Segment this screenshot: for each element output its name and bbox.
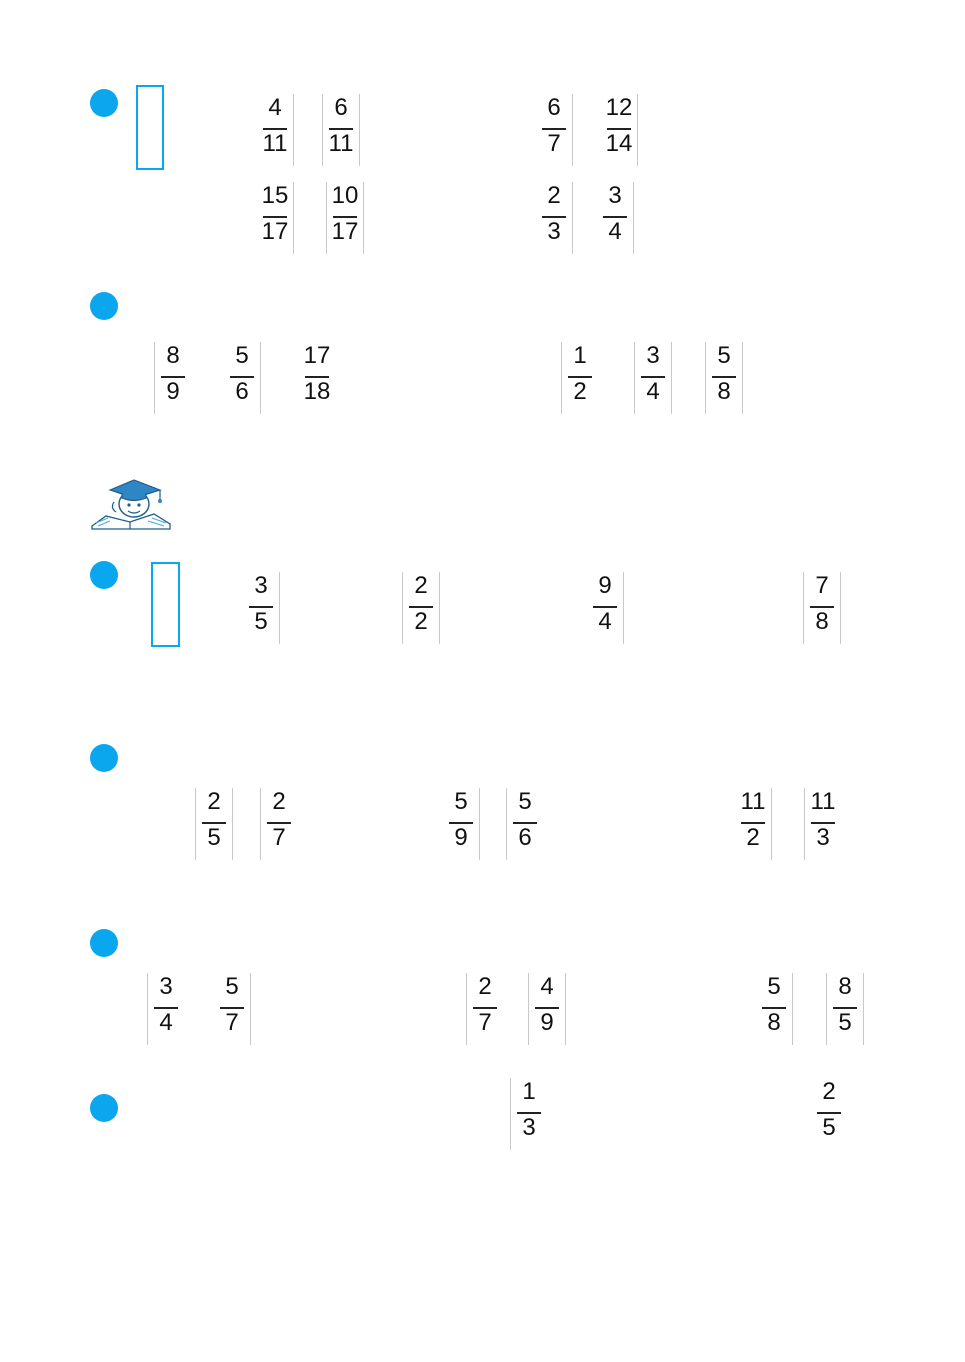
numerator: 11 <box>810 788 836 815</box>
fraction <box>709 340 739 416</box>
denominator: 17 <box>331 218 359 245</box>
fraction <box>830 971 860 1047</box>
denominator: 8 <box>815 608 829 635</box>
numerator: 5 <box>518 788 532 815</box>
denominator: 3 <box>816 824 830 851</box>
separator <box>561 342 562 414</box>
fraction <box>590 570 620 646</box>
fraction <box>808 786 838 862</box>
numerator: 2 <box>414 572 428 599</box>
exercise-1-answer-box[interactable] <box>136 85 164 170</box>
fraction <box>600 180 630 256</box>
separator <box>363 182 364 254</box>
numerator: 4 <box>268 94 282 121</box>
numerator: 7 <box>815 572 829 599</box>
separator <box>195 788 196 860</box>
separator <box>466 973 467 1045</box>
separator <box>279 572 280 644</box>
fraction <box>638 340 668 416</box>
fraction <box>514 1076 544 1152</box>
exercise-3-marker <box>90 561 118 589</box>
fraction <box>151 971 181 1047</box>
numerator: 17 <box>303 342 331 369</box>
numerator: 11 <box>740 788 766 815</box>
numerator: 3 <box>254 572 268 599</box>
fraction <box>446 786 476 862</box>
numerator: 4 <box>540 973 554 1000</box>
numerator: 15 <box>261 182 289 209</box>
denominator: 4 <box>598 608 612 635</box>
numerator: 2 <box>478 973 492 1000</box>
separator <box>147 973 148 1045</box>
fraction <box>738 786 768 862</box>
denominator: 5 <box>254 608 268 635</box>
fraction <box>807 570 837 646</box>
exercise-2-marker <box>90 292 118 320</box>
denominator: 7 <box>225 1009 239 1036</box>
numerator: 3 <box>646 342 660 369</box>
fraction <box>246 570 276 646</box>
denominator: 4 <box>608 218 622 245</box>
separator <box>510 1078 511 1150</box>
denominator: 2 <box>414 608 428 635</box>
denominator: 6 <box>518 824 532 851</box>
denominator: 4 <box>646 378 660 405</box>
denominator: 3 <box>547 218 561 245</box>
denominator: 7 <box>272 824 286 851</box>
separator <box>528 973 529 1045</box>
numerator: 2 <box>207 788 221 815</box>
separator <box>293 94 294 166</box>
separator <box>771 788 772 860</box>
separator <box>293 182 294 254</box>
denominator: 8 <box>767 1009 781 1036</box>
numerator: 5 <box>767 973 781 1000</box>
fraction <box>539 92 569 168</box>
separator <box>565 973 566 1045</box>
numerator: 8 <box>838 973 852 1000</box>
separator <box>322 94 323 166</box>
fraction <box>604 92 634 168</box>
separator <box>572 182 573 254</box>
separator <box>637 94 638 166</box>
separator <box>633 182 634 254</box>
denominator: 9 <box>540 1009 554 1036</box>
denominator: 7 <box>547 130 561 157</box>
fraction <box>406 570 436 646</box>
numerator: 5 <box>225 973 239 1000</box>
numerator: 2 <box>272 788 286 815</box>
numerator: 10 <box>331 182 359 209</box>
denominator: 9 <box>454 824 468 851</box>
denominator: 3 <box>522 1114 536 1141</box>
denominator: 14 <box>605 130 633 157</box>
numerator: 5 <box>717 342 731 369</box>
fraction <box>539 180 569 256</box>
separator <box>479 788 480 860</box>
separator <box>742 342 743 414</box>
numerator: 3 <box>608 182 622 209</box>
separator <box>792 973 793 1045</box>
separator <box>840 572 841 644</box>
denominator: 5 <box>207 824 221 851</box>
separator <box>863 973 864 1045</box>
separator <box>506 788 507 860</box>
numerator: 1 <box>522 1078 536 1105</box>
separator <box>260 788 261 860</box>
fraction <box>158 340 188 416</box>
graduate-boy-with-book-icon <box>88 476 174 532</box>
denominator: 11 <box>328 130 354 157</box>
denominator: 11 <box>262 130 288 157</box>
fraction <box>759 971 789 1047</box>
fraction <box>330 180 360 256</box>
numerator: 9 <box>598 572 612 599</box>
fraction <box>326 92 356 168</box>
fraction <box>260 180 290 256</box>
separator <box>803 572 804 644</box>
denominator: 6 <box>235 378 249 405</box>
numerator: 3 <box>159 973 173 1000</box>
separator <box>623 572 624 644</box>
exercise-3-answer-box[interactable] <box>151 562 180 647</box>
denominator: 9 <box>166 378 180 405</box>
separator <box>671 342 672 414</box>
separator <box>572 94 573 166</box>
separator <box>326 182 327 254</box>
fraction <box>510 786 540 862</box>
separator <box>260 342 261 414</box>
numerator: 2 <box>822 1078 836 1105</box>
separator <box>402 572 403 644</box>
exercise-6-marker <box>90 1094 118 1122</box>
numerator: 1 <box>573 342 587 369</box>
fraction <box>199 786 229 862</box>
separator <box>232 788 233 860</box>
exercise-4-marker <box>90 744 118 772</box>
fraction <box>217 971 247 1047</box>
separator <box>154 342 155 414</box>
denominator: 5 <box>838 1009 852 1036</box>
separator <box>705 342 706 414</box>
fraction <box>264 786 294 862</box>
fraction <box>470 971 500 1047</box>
denominator: 7 <box>478 1009 492 1036</box>
numerator: 8 <box>166 342 180 369</box>
denominator: 18 <box>303 378 331 405</box>
fraction <box>565 340 595 416</box>
numerator: 6 <box>547 94 561 121</box>
numerator: 5 <box>235 342 249 369</box>
separator <box>250 973 251 1045</box>
separator <box>634 342 635 414</box>
denominator: 8 <box>717 378 731 405</box>
separator <box>359 94 360 166</box>
numerator: 12 <box>605 94 633 121</box>
separator <box>826 973 827 1045</box>
exercise-5-marker <box>90 929 118 957</box>
denominator: 4 <box>159 1009 173 1036</box>
fraction <box>302 340 332 416</box>
exercise-1-marker <box>90 89 118 117</box>
fraction <box>814 1076 844 1152</box>
numerator: 2 <box>547 182 561 209</box>
denominator: 5 <box>822 1114 836 1141</box>
fraction <box>227 340 257 416</box>
fraction <box>260 92 290 168</box>
numerator: 6 <box>334 94 348 121</box>
denominator: 2 <box>573 378 587 405</box>
numerator: 5 <box>454 788 468 815</box>
fraction <box>532 971 562 1047</box>
separator <box>804 788 805 860</box>
separator <box>439 572 440 644</box>
denominator: 17 <box>261 218 289 245</box>
denominator: 2 <box>746 824 760 851</box>
